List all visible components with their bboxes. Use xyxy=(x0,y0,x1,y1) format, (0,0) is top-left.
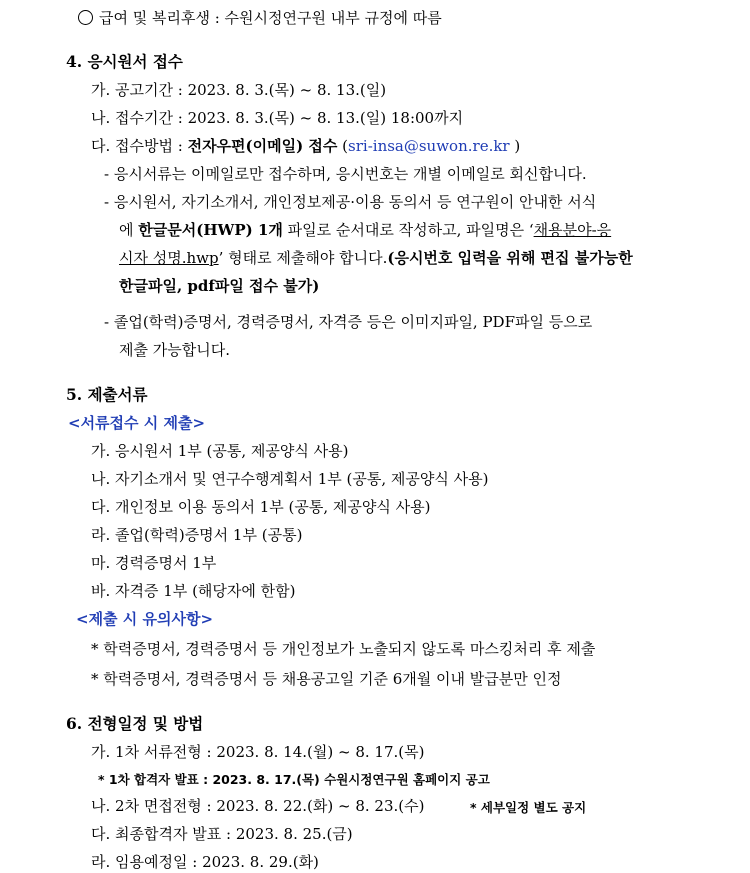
s4-item-a: 가. 공고기간 : 2023. 8. 3.(목) ~ 8. 13.(일) xyxy=(91,81,387,99)
s4-n2-warning-1: (응시번호 입력을 위해 편집 불가능한 xyxy=(387,249,633,267)
s4-n2-a: 에 xyxy=(119,221,139,239)
benefit-text: 급여 및 복리후생 : 수원시정연구원 내부 규정에 따름 xyxy=(99,9,442,27)
s5-note-2: * 학력증명서, 경력증명서 등 채용공고일 기준 6개월 이내 발급분만 인정 xyxy=(91,670,562,688)
s5-item-1: 가. 응시원서 1부 (공통, 제공양식 사용) xyxy=(91,442,349,460)
s4-note-1: - 응시서류는 이메일로만 접수하며, 응시번호는 개별 이메일로 회신합니다. xyxy=(104,165,587,183)
s6-item-b-note: * 세부일정 별도 공지 xyxy=(470,800,587,815)
s4-note-2-line-1: - 응시원서, 자기소개서, 개인정보제공·이용 동의서 등 연구원이 안내한 서식 xyxy=(104,193,597,211)
s4-n2-hwp: 한글문서(HWP) 1개 xyxy=(138,221,283,239)
s5-note-1: * 학력증명서, 경력증명서 등 개인정보가 노출되지 않도록 마스킹처리 후 제출 xyxy=(91,640,596,658)
s6-item-b: 나. 2차 면접전형 : 2023. 8. 22.(화) ~ 8. 23.(수) xyxy=(91,797,425,815)
s4-note-3-line-2: 제출 가능합니다. xyxy=(119,341,230,359)
section-5-title: 5. 제출서류 xyxy=(66,385,148,404)
s4-n2-l3-b: ’ 형태로 제출해야 합니다. xyxy=(218,249,388,267)
s4-note-2-line-4: 한글파일, pdf파일 접수 불가) xyxy=(119,277,320,295)
s5-item-6: 바. 자격증 1부 (해당자에 한함) xyxy=(91,582,296,600)
s6-item-a-note: * 1차 합격자 발표 : 2023. 8. 17.(목) 수원시정연구원 홈페이지 공고 xyxy=(98,772,490,787)
s5-item-3: 다. 개인정보 이용 동의서 1부 (공통, 제공양식 사용) xyxy=(91,498,431,516)
s4-n2-filename-1: 채용분야-응 xyxy=(533,221,612,239)
s6-item-d: 라. 임용예정일 : 2023. 8. 29.(화) xyxy=(91,853,319,871)
s4-note-2-line-3 xyxy=(119,248,633,268)
s5-item-2: 나. 자기소개서 및 연구수행계획서 1부 (공통, 제공양식 사용) xyxy=(91,470,489,488)
circle-bullet-icon xyxy=(78,10,93,25)
s4-c-open: ( xyxy=(337,137,349,155)
s4-item-b: 나. 접수기간 : 2023. 8. 3.(목) ~ 8. 13.(일) 18:00까지 xyxy=(91,109,464,127)
s4-n2-c: 파일로 순서대로 작성하고, 파일명은 ‘ xyxy=(282,221,534,239)
benefit-line xyxy=(78,8,442,28)
s4-c-close: ) xyxy=(509,137,521,155)
s6-item-a: 가. 1차 서류전형 : 2023. 8. 14.(월) ~ 8. 17.(목) xyxy=(91,743,425,761)
s4-item-c xyxy=(91,136,520,156)
s5-subheading-notes: <제출 시 유의사항> xyxy=(76,610,214,628)
email-link[interactable]: sri-insa@suwon.re.kr xyxy=(348,137,510,155)
s4-n2-filename-2: 시자 성명.hwp xyxy=(119,249,219,267)
s4-note-3-line-1: - 졸업(학력)증명서, 경력증명서, 자격증 등은 이미지파일, PDF파일 등으로 xyxy=(104,313,593,331)
s4-c-method: 전자우편(이메일) 접수 xyxy=(187,137,338,155)
s5-item-4: 라. 졸업(학력)증명서 1부 (공통) xyxy=(91,526,303,544)
s6-item-c: 다. 최종합격자 발표 : 2023. 8. 25.(금) xyxy=(91,825,353,843)
s5-subheading-submission: <서류접수 시 제출> xyxy=(68,414,206,432)
s4-note-2-line-2 xyxy=(119,220,611,240)
s5-item-5: 마. 경력증명서 1부 xyxy=(91,554,217,572)
section-6-title: 6. 전형일정 및 방법 xyxy=(66,714,204,733)
s4-c-prefix: 다. 접수방법 : xyxy=(91,137,188,155)
section-4-title: 4. 응시원서 접수 xyxy=(66,52,183,71)
